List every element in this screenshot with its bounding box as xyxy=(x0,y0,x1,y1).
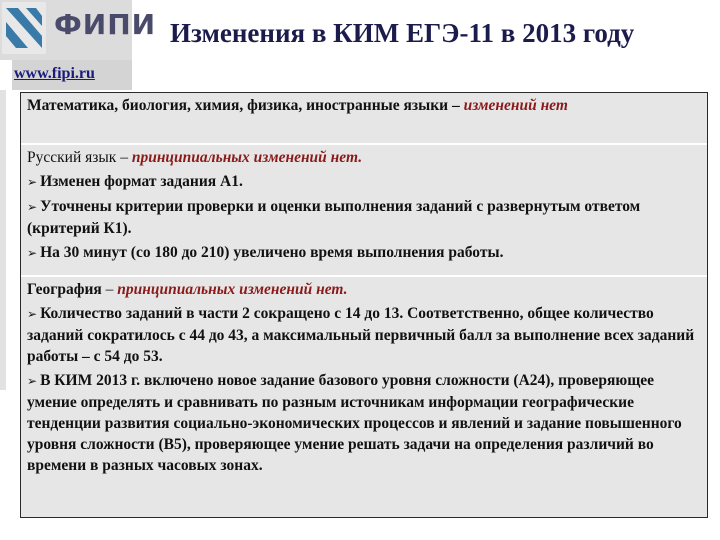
section-note: принципиальных изменений нет. xyxy=(117,281,348,298)
list-item xyxy=(27,370,699,476)
section-geography xyxy=(21,277,707,517)
arrow-bullet-icon: ➢ xyxy=(27,246,38,260)
list-item xyxy=(27,171,699,193)
list-item-text: Уточнены критерии проверки и оценки выполнения заданий с развернутым ответом (критерий К1). xyxy=(27,198,641,237)
page-title: Изменения в КИМ ЕГЭ-11 в 2013 году xyxy=(170,18,635,48)
list-item xyxy=(27,196,699,239)
section-dash: – xyxy=(116,149,132,166)
arrow-bullet-icon: ➢ xyxy=(27,200,38,214)
section-heading: Математика, биология, химия, физика, иностранные языки xyxy=(27,97,449,114)
list-item xyxy=(27,242,699,264)
decor-bar xyxy=(0,90,6,390)
section-dash: – xyxy=(448,97,464,114)
section-note: принципиальных изменений нет. xyxy=(131,149,363,166)
list-item xyxy=(27,303,699,367)
site-link-text[interactable]: www.fipi.ru xyxy=(14,65,95,82)
site-link[interactable] xyxy=(12,60,132,90)
arrow-bullet-icon: ➢ xyxy=(27,374,38,388)
section-heading: Русский язык xyxy=(27,149,117,166)
list-item-text: На 30 минут (со 180 до 210) увеличено время выполнения работы. xyxy=(40,244,504,261)
section-note: изменений нет xyxy=(463,97,568,114)
content-panel xyxy=(20,92,708,518)
section-dash: – xyxy=(101,281,118,298)
logo-text: ФИПИ xyxy=(54,8,157,41)
list-item-text: В КИМ 2013 г. включено новое задание базового уровня сложности (А24), проверяющее умение определять и сравнивать по разным источникам информации географические тенденции развития социально-экономических процессов и явлений и задание повышенного уровня сложности (В5), проверяющее умение решать задачи на определения различий во времени в разных часовых зонах. xyxy=(27,372,682,474)
arrow-bullet-icon: ➢ xyxy=(27,307,38,321)
arrow-bullet-icon: ➢ xyxy=(27,175,38,189)
list-item-text: Изменен формат задания А1. xyxy=(40,173,243,190)
fipi-logo xyxy=(0,0,157,60)
list-item-text: Количество заданий в части 2 сокращено с 14 до 13. Соответственно, общее количество заданий сократилось с 44 до 43, а максимальный первичный балл за выполнение всех заданий работы – с 54 до 53. xyxy=(27,305,695,365)
section-subjects xyxy=(21,93,707,145)
fipi-logo-icon xyxy=(2,2,46,54)
section-russian xyxy=(21,145,707,277)
section-heading: География xyxy=(27,281,102,298)
